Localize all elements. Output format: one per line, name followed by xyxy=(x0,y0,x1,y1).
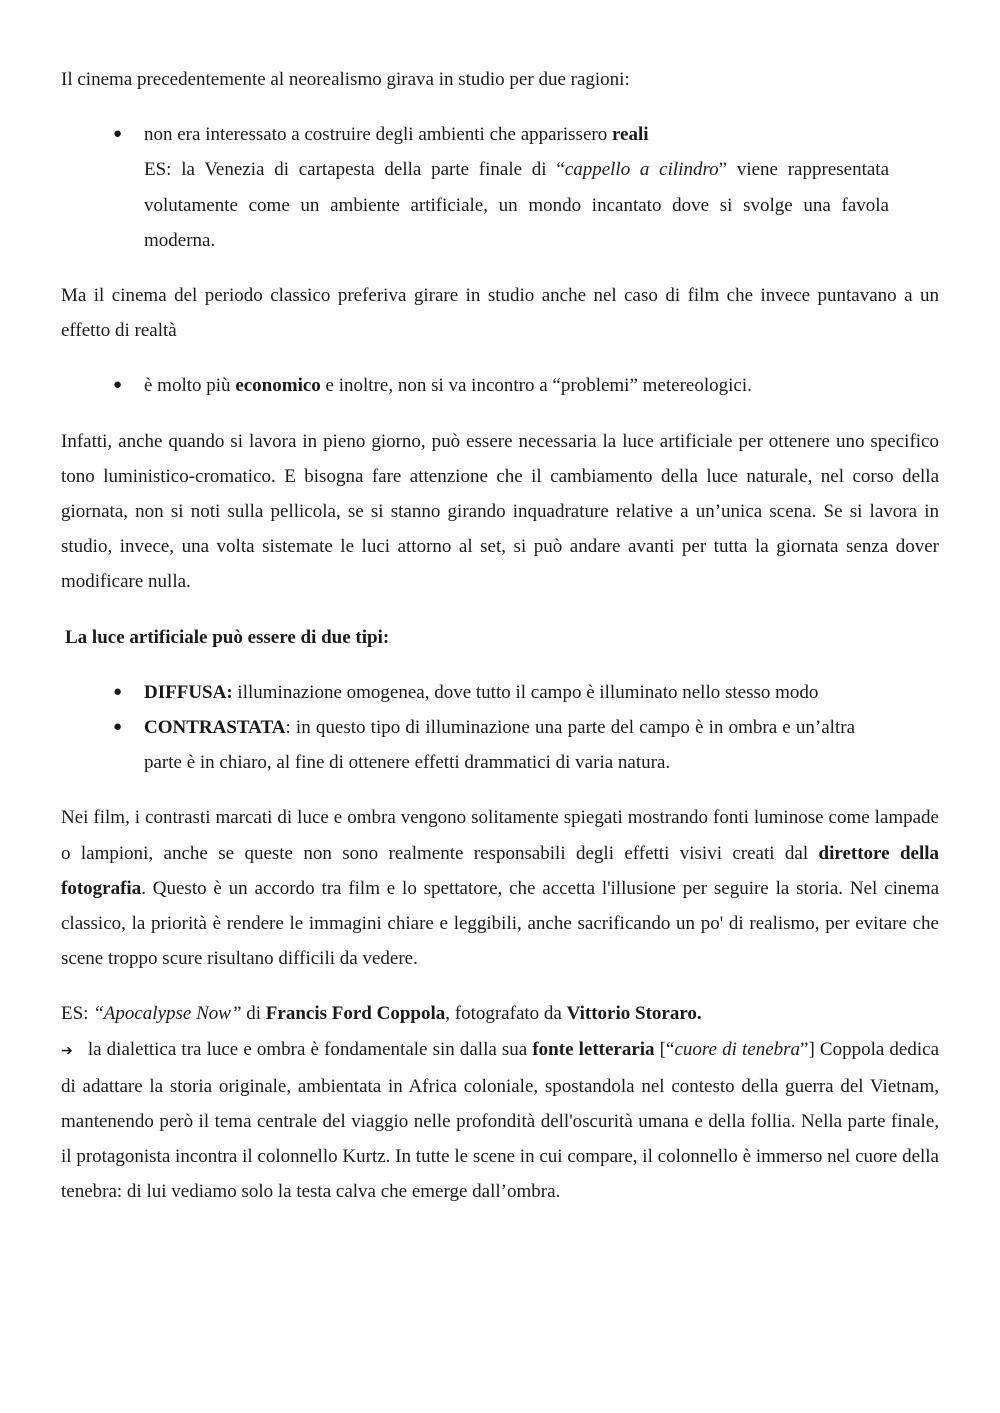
document-page xyxy=(61,62,939,1230)
film-title: cappello a cilindro xyxy=(564,159,719,181)
economic-list xyxy=(61,368,939,403)
intro-paragraph: Il cinema precedentemente al neorealismo girava in studio per due ragioni: xyxy=(61,69,630,90)
list-item-bold: economico xyxy=(235,375,321,397)
bullet-icon: ● xyxy=(113,719,123,736)
paragraph-artificial-light: Infatti, anche quando si lavora in pieno giorno, può essere necessaria la luce artificiale per ottenere uno specifico tono luministico-cromatico. E bisogna fare attenzione che il cambiamento della luce naturale, nel corso della giornata, non si noti sulla pellicola, se si stanno girando inquadrature relative a un’unica scena. Se si lavora in studio, invece, una volta sistemate le luci attorno al set, si può andare avanti per tutta la giornata senza dover modificare nulla. xyxy=(61,430,939,593)
book-title: cuore di tenebra xyxy=(674,1038,801,1060)
paragraph-contrasts: Nei film, i contrasti marcati di luce e ombra vengono solitamente spiegati mostrando fonti luminose come lampade o lampioni, anche se queste non sono realmente responsabili degli effetti visivi creati dal direttore della fotografia. Questo è un accordo tra film e lo spettatore, che accetta l'illusione per seguire la storia. Nel cinema classico, la priorità è rendere le immagini chiare e leggibili, anche sacrificando un po' di realismo, per evitare che scene troppo scure risultano difficili da vedere. xyxy=(61,807,939,970)
film-title: “Apocalypse Now” xyxy=(93,1003,242,1025)
example-paragraph: ➔ la dialettica tra luce e ombra è fondamentale sin dalla sua fonte letteraria [“cuore di tenebra”] Coppola dedica di adattare la storia originale, ambientata in Africa coloniale, spostandola nel contesto della guerra del Vietnam, mantenendo però il tema centrale del viaggio nelle profondità dell'oscurità umana e della follia. Nella parte finale, il protagonista incontra il colonnello Kurtz. In tutte le scene in cui compare, il colonnello è immerso nel cuore della tenebra: di lui vediamo solo la testa calva che emerge dall’ombra. xyxy=(61,1038,939,1203)
reasons-list xyxy=(61,117,939,258)
list-item xyxy=(61,117,889,258)
list-item-text: non era interessato a costruire degli ambienti che apparissero xyxy=(144,124,612,146)
bullet-icon: ● xyxy=(113,377,123,394)
example-header: ES: “Apocalypse Now” di Francis Ford Coppola, fotografato da Vittorio Storaro. xyxy=(61,1003,702,1025)
list-item-contrastata: ● CONTRASTATA: in questo tipo di illuminazione una parte del campo è in ombra e un’altra parte è in chiaro, al fine di ottenere effetti drammatici di varia natura. xyxy=(61,710,855,780)
cinematographer-name: Vittorio Storaro. xyxy=(566,1003,702,1025)
bullet-icon: ● xyxy=(113,126,123,143)
diffusa-label: DIFFUSA: xyxy=(144,681,233,703)
contrastata-label: CONTRASTATA xyxy=(144,717,286,739)
light-types-list xyxy=(61,675,939,781)
list-item: ● è molto più economico e inoltre, non si va incontro a “problemi” metereologici. xyxy=(61,368,939,403)
arrow-icon: ➔ xyxy=(61,1043,73,1059)
source-term: fonte letteraria xyxy=(532,1038,655,1060)
bullet-icon: ● xyxy=(113,683,123,700)
list-item-diffusa: ● DIFFUSA: illuminazione omogenea, dove tutto il campo è illuminato nello stesso modo xyxy=(61,675,855,710)
dop-term: direttore della fotografia xyxy=(61,842,939,899)
example-text: ES: la Venezia di cartapesta della parte finale di “cappello a cilindro” viene rappresentata volutamente come un ambiente artificiale, un mondo incantato dove si svolge una favola moderna. xyxy=(144,159,890,251)
section-heading: La luce artificiale può essere di due tipi: xyxy=(65,626,390,648)
list-item-bold: reali xyxy=(611,124,649,146)
director-name: Francis Ford Coppola xyxy=(265,1003,446,1025)
paragraph-classic-cinema: Ma il cinema del periodo classico preferiva girare in studio anche nel caso di film che invece puntavano a un effetto di realtà xyxy=(61,285,939,342)
